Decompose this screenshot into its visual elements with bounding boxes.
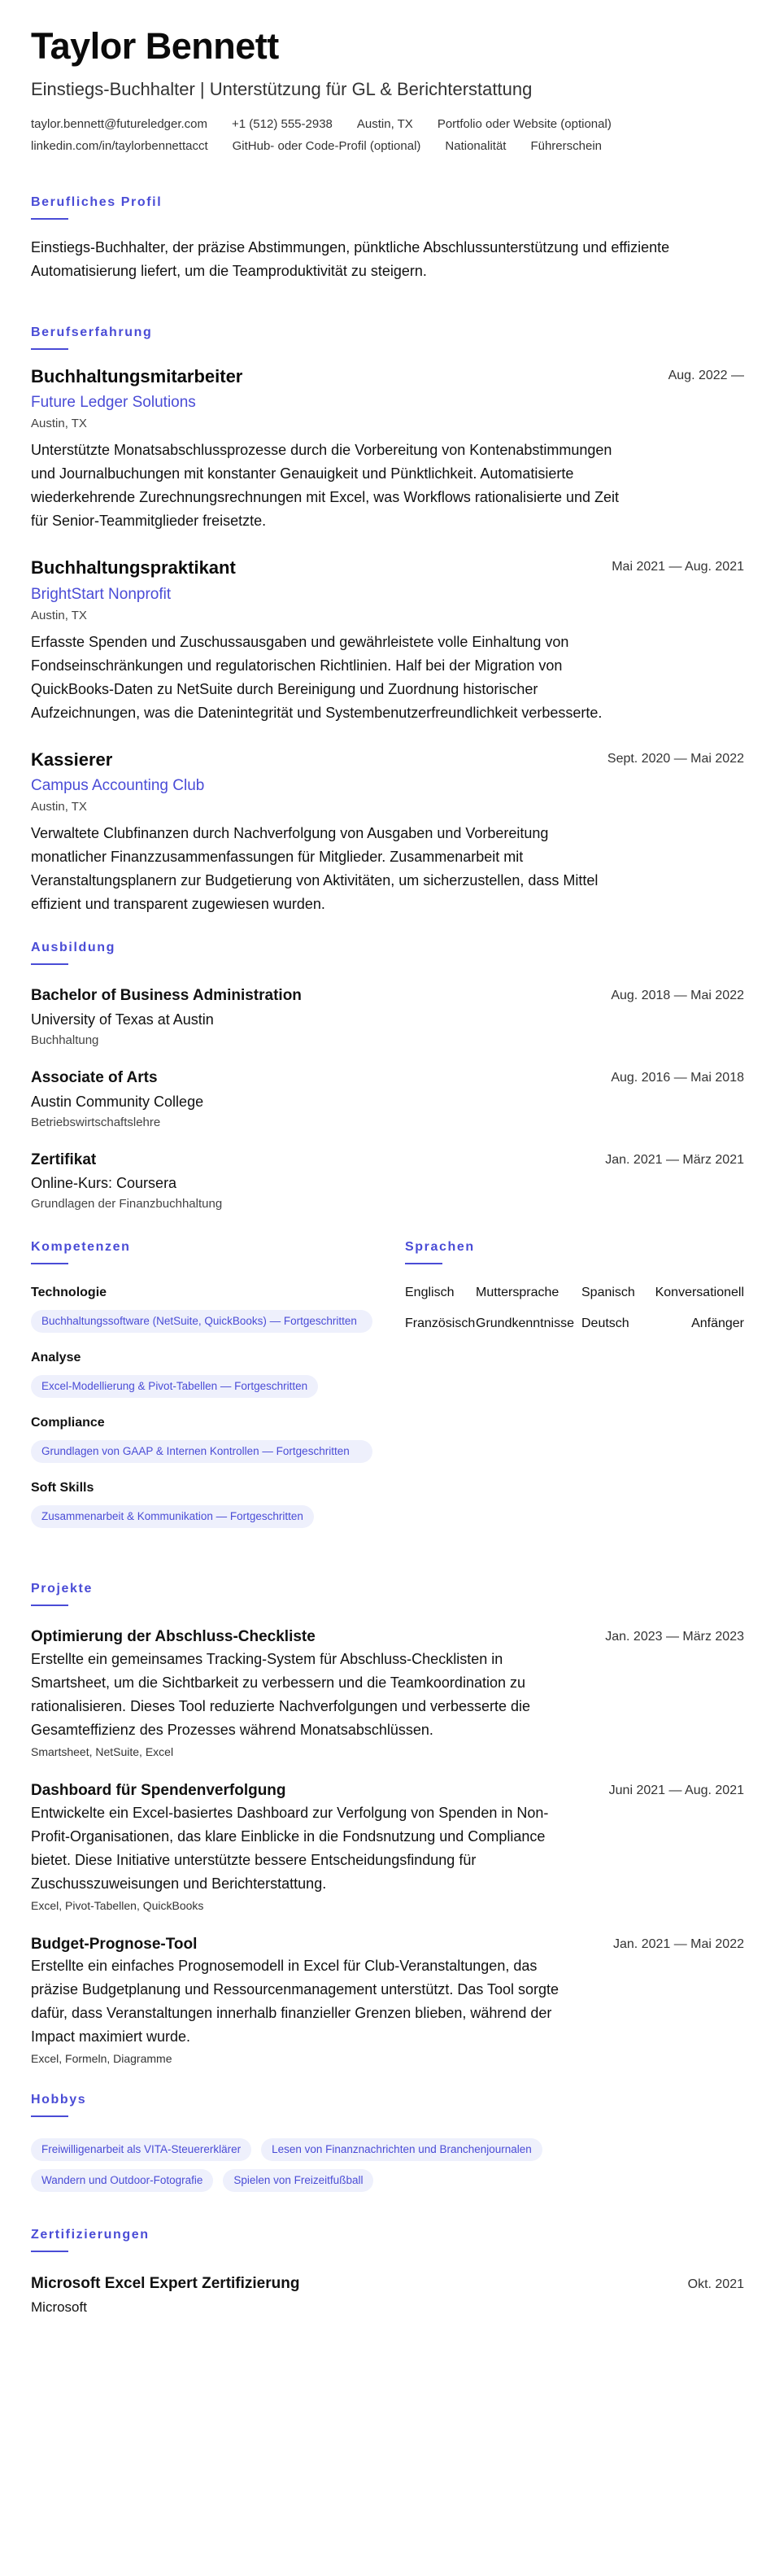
project-date: Jan. 2021 — Mai 2022 [613,1936,744,1951]
job-title: Kassierer [31,749,113,770]
education-school: Austin Community College [31,1093,204,1110]
certifications-section [31,2228,744,2316]
project-name: Dashboard für Spendenverfolgung [31,1782,286,1800]
skill-chip: Zusammenarbeit & Kommunikation — Fortgeschritten [31,1505,314,1528]
projects-section [31,1582,744,2065]
contact-list [31,117,747,153]
skill-group [31,1286,405,1333]
language-level: Muttersprache [476,1286,559,1300]
language-name: Englisch [405,1286,455,1300]
job-date: Sept. 2020 — Mai 2022 [607,751,744,766]
job-entry [31,749,744,916]
skill-category: Technologie [31,1286,107,1300]
education-date: Aug. 2016 — Mai 2018 [611,1070,744,1085]
education-field: Betriebswirtschaftslehre [31,1115,161,1129]
skills-section [31,1240,405,1546]
job-entry [31,366,744,533]
job-location: Austin, TX [31,608,87,622]
profile-summary: Einstiegs-Buchhalter, der präzise Abstimmungen, pünktliche Abschlussunterstützung und effiziente Automatisierung liefert, um die Teamproduktivität zu steigern. [31,239,670,280]
hobby-list [31,2138,649,2192]
certification-date: Okt. 2021 [687,2277,744,2292]
section-title: Sprachen [405,1240,475,1255]
education-date: Aug. 2018 — Mai 2022 [611,989,744,1003]
job-description: Verwaltete Clubfinanzen durch Nachverfolgung von Ausgaben und Vorbereitung monatlicher Finanzzusammenfassungen für Mitglieder. Zusammenarbeit mit Veranstaltungsplanern zur Budgetierung von Aktivitäten, um sicherzustellen, dass Mittel effizient und transparent zugewiesen wurden. [31,825,599,913]
contact-email[interactable]: taylor.bennett@futureledger.com [31,117,208,132]
hobby-chip: Freiwilligenarbeit als VITA-Steuererklärer [31,2138,251,2161]
education-degree: Bachelor of Business Administration [31,987,302,1005]
job-location: Austin, TX [31,417,87,431]
section-divider [31,963,68,965]
job-company: Future Ledger Solutions [31,394,196,412]
project-entry [31,1935,744,2066]
section-title: Kompetenzen [31,1240,131,1255]
skill-chip: Buchhaltungssoftware (NetSuite, QuickBooks) — Fortgeschritten [31,1310,372,1333]
education-date: Jan. 2021 — März 2021 [605,1152,744,1167]
skill-category: Analyse [31,1351,81,1365]
section-title: Zertifizierungen [31,2228,150,2242]
project-description: Erstellte ein gemeinsames Tracking-System für Abschluss-Checklisten in Smartsheet, um die Sichtbarkeit zu verbessern und die Teamkoordination zu rationalisieren. Dieses Tool reduzierte Nachverfolgungen und verbesserte die Gesamteffizienz des Prozesses während Monatsabschlüssen. [31,1651,531,1739]
certification-name: Microsoft Excel Expert Zertifizierung [31,2275,300,2293]
skill-chip: Excel-Modellierung & Pivot-Tabellen — Fortgeschritten [31,1375,318,1398]
language-name: Deutsch [581,1316,629,1331]
project-date: Jan. 2023 — März 2023 [605,1630,744,1644]
education-degree: Associate of Arts [31,1068,158,1086]
project-date: Juni 2021 — Aug. 2021 [608,1784,744,1798]
skill-category: Compliance [31,1416,105,1430]
section-divider [31,1263,68,1264]
language-name: Französisch [405,1316,476,1331]
language-level: Grundkenntnisse [476,1316,574,1331]
education-section [31,941,744,1211]
section-divider [31,1605,68,1606]
hobby-chip: Wandern und Outdoor-Fotografie [31,2169,213,2192]
education-entry [31,1068,744,1129]
contact-location: Austin, TX [356,117,413,132]
project-description: Entwickelte ein Excel-basiertes Dashboard zur Verfolgung von Spenden in Non-Profit-Organisationen, das klare Einblicke in die Fondsnutzung und Compliance bietet. Diese Initiative unterstützte bessere Entscheidungsfindung für Zuschusszuweisungen und Berichterstattung. [31,1804,549,1892]
section-title: Berufserfahrung [31,325,153,340]
job-title: Buchhaltungspraktikant [31,557,236,579]
section-divider [31,2115,68,2117]
education-school: Online-Kurs: Coursera [31,1175,177,1192]
project-description: Erstellte ein einfaches Prognosemodell in Excel für Club-Veranstaltungen, das präzise Budgetplanung und Ressourcenmanagement unterstützt. Das Tool sorgte dafür, dass Veranstaltungen innerhalb finanzieller Grenzen blieben, während der Impact maximiert wurde. [31,1958,559,2046]
job-description: Erfasste Spenden und Zuschussausgaben und gewährleistete volle Einhaltung von Fondseinschränkungen und regulatorischen Richtlinien. Half bei der Migration von QuickBooks-Daten zu NetSuite durch Bereinigung und Zuordnung historischer Aufzeichnungen, was die Datenintegrität und Systembenutzerfreundlichkeit verbesserte. [31,633,603,721]
project-tech: Excel, Pivot-Tabellen, QuickBooks [31,1898,204,1912]
certification-entry [31,2275,744,2316]
education-field: Buchhaltung [31,1033,99,1047]
project-entry [31,1627,744,1758]
skill-group [31,1481,405,1528]
job-title: Buchhaltungsmitarbeiter [31,366,243,387]
education-field: Grundlagen der Finanzbuchhaltung [31,1197,223,1212]
language-name: Spanisch [581,1286,635,1300]
section-title: Berufliches Profil [31,195,163,210]
experience-section [31,325,744,916]
language-row [405,1316,744,1331]
skills-languages-row [31,1240,744,1546]
project-name: Budget-Prognose-Tool [31,1935,198,1953]
project-tech: Smartsheet, NetSuite, Excel [31,1745,174,1759]
hobby-chip: Spielen von Freizeitfußball [223,2169,373,2192]
resume-header [31,26,744,153]
job-date: Aug. 2022 — [668,369,744,383]
section-divider [31,2251,68,2252]
job-description: Unterstützte Monatsabschlussprozesse durch die Vorbereitung von Kontenabstimmungen und Journalbuchungen mit konstanter Genauigkeit und Pünktlichkeit. Automatisierte wiederkehrende Zurechnungsrechnungen mit Excel, was Workflows rationalisierte und Zeit für Senior-Teammitglieder freisetzte. [31,442,620,530]
education-school: University of Texas at Austin [31,1011,214,1028]
skill-group [31,1416,405,1463]
skill-category: Soft Skills [31,1481,94,1495]
languages-section [405,1240,744,1546]
education-entry [31,986,744,1047]
language-level: Anfänger [691,1316,744,1331]
language-level: Konversationell [655,1286,744,1300]
candidate-name: Taylor Bennett [31,25,279,67]
hobbies-section [31,2093,744,2192]
job-company: BrightStart Nonprofit [31,585,172,603]
language-row [405,1286,744,1300]
contact-license: Führerschein [530,139,602,154]
hobby-chip: Lesen von Finanznachrichten und Branchenjournalen [261,2138,542,2161]
certification-issuer: Microsoft [31,2299,87,2316]
contact-linkedin[interactable]: linkedin.com/in/taylorbennettacct [31,139,208,154]
contact-phone[interactable]: +1 (512) 555-2938 [232,117,333,132]
project-tech: Excel, Formeln, Diagramme [31,2052,172,2066]
contact-nationality: Nationalität [445,139,507,154]
skill-chip: Grundlagen von GAAP & Internen Kontrollen — Fortgeschritten [31,1440,372,1463]
job-company: Campus Accounting Club [31,777,205,795]
section-title: Ausbildung [31,941,115,955]
education-entry [31,1150,744,1212]
contact-github[interactable]: GitHub- oder Code-Profil (optional) [232,139,421,154]
project-name: Optimierung der Abschluss-Checkliste [31,1628,316,1646]
job-entry [31,557,744,724]
section-divider [405,1263,442,1264]
section-title: Projekte [31,1582,93,1596]
section-title: Hobbys [31,2093,87,2107]
profile-section [31,195,744,283]
candidate-headline: Einstiegs-Buchhalter | Unterstützung für GL & Berichterstattung [31,78,533,99]
job-date: Mai 2021 — Aug. 2021 [612,560,744,574]
languages-table [405,1286,744,1331]
job-location: Austin, TX [31,800,87,814]
section-divider [31,218,68,220]
skill-group [31,1351,405,1398]
section-divider [31,348,68,350]
project-entry [31,1781,744,1912]
contact-portfolio[interactable]: Portfolio oder Website (optional) [437,117,612,132]
education-degree: Zertifikat [31,1150,97,1168]
